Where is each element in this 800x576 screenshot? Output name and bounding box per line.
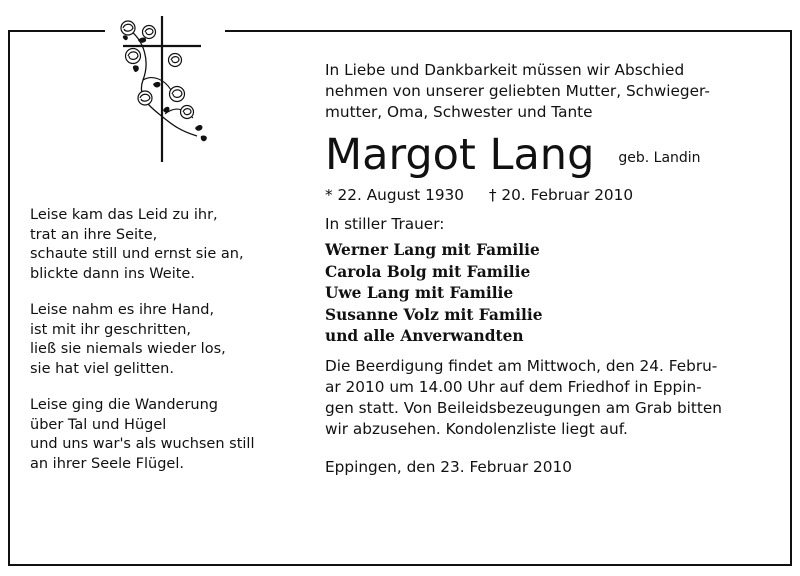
funeral-line: wir abzusehen. Kondolenzliste liegt auf. (325, 419, 628, 438)
place-and-date: Eppingen, den 23. Februar 2010 (325, 457, 572, 476)
intro-line: mutter, Oma, Schwester und Tante (325, 103, 593, 121)
poem-line: Leise ging die Wanderung (30, 397, 219, 413)
poem-stanza (30, 301, 300, 379)
poem-line: trat an ihre Seite, (30, 226, 158, 243)
death-date: † 20. Februar 2010 (488, 186, 634, 204)
poem-line: über Tal und Hügel (30, 416, 167, 433)
poem-line: an ihrer Seele Flügel. (30, 455, 184, 472)
intro-line: nehmen von unserer geliebten Mutter, Schwieger- (325, 82, 710, 100)
intro-text (325, 60, 775, 123)
notice-main (325, 60, 775, 476)
life-dates (325, 186, 775, 204)
poem-line: Leise kam das Leid zu ihr, (30, 207, 218, 223)
deceased-name-row (325, 126, 775, 180)
mourner: Uwe Lang mit Familie (325, 284, 514, 302)
mourner: Werner Lang mit Familie (325, 241, 540, 259)
funeral-info (325, 356, 775, 440)
poem-line: ist mit ihr geschritten, (30, 321, 192, 338)
poem-line: sie hat viel gelitten. (30, 360, 174, 377)
poem-line: Leise nahm es ihre Hand, (30, 302, 215, 318)
mourning-label: In stiller Trauer: (325, 215, 445, 233)
poem-line: schaute still und ernst sie an, (30, 246, 244, 262)
poem (30, 206, 300, 491)
mourner: Susanne Volz mit Familie (325, 305, 543, 324)
birth-date: * 22. August 1930 (325, 186, 465, 204)
poem-line: ließ sie niemals wieder los, (30, 341, 226, 357)
cross-with-roses-icon (105, 10, 225, 165)
mourner: Carola Bolg mit Familie (325, 262, 531, 281)
funeral-line: Die Beerdigung findet am Mittwoch, den 24. Febru- (325, 356, 718, 375)
poem-line: blickte dann ins Weite. (30, 265, 195, 282)
poem-stanza (30, 206, 300, 284)
funeral-line: gen statt. Von Beileidsbezeugungen am Grab bitten (325, 398, 723, 417)
funeral-line: ar 2010 um 14.00 Uhr auf dem Friedhof in Eppin- (325, 377, 702, 396)
deceased-name: Margot Lang (325, 130, 595, 180)
birth-name: geb. Landin (618, 150, 701, 166)
poem-line: und uns war's als wuchsen still (30, 436, 255, 452)
mourner: und alle Anverwandten (325, 327, 524, 345)
intro-line: In Liebe und Dankbarkeit müssen wir Abschied (325, 61, 685, 79)
poem-stanza (30, 396, 300, 474)
mourners-list (325, 240, 775, 348)
